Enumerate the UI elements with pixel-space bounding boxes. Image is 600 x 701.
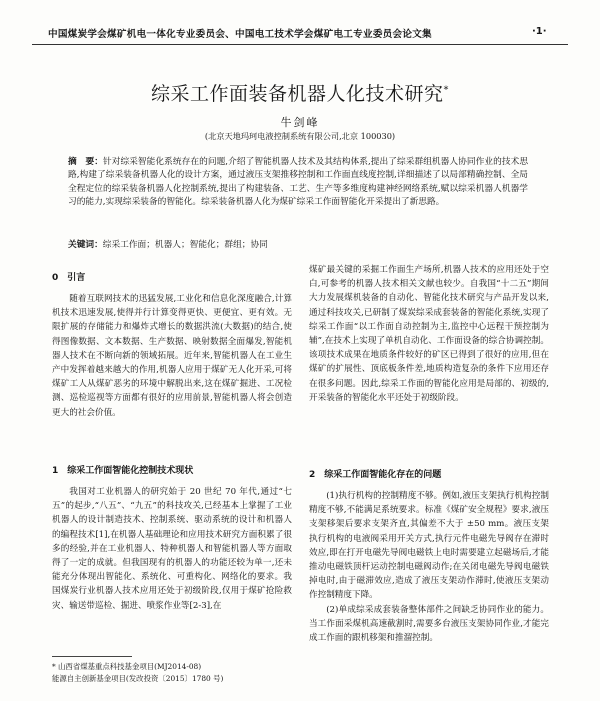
author-affiliation: (北京天地玛珂电液控制系统有限公司,北京 100030) [204,131,396,141]
abstract-text: 针对综采智能化系统存在的问题,介绍了智能机器人技术及其结构体系,提出了综采群组机器人协同作业的技术思路,构建了综采装备机器人化的设计方案，通过液压支架推移控制和工作面直线度控制,详细描述了以局部精确控制、全局全程定位的综采装备机器人化控制系统,提出了构建装备、工艺、生产等多维度构建神经网络系统,赋以综采机器人机器学习的能力,实现综采装备的智能化。综采装备机器人化为煤矿综采工作面智能化开采提出了新思路。 [68,157,529,207]
footnote [52,661,292,685]
section-2-heading: 2 综采工作面智能化存在的问题 [309,470,442,480]
footnote-line-1: * 山西省煤基重点科技基金项目(MJ2014-08) [52,662,202,671]
keywords-text: 综采工作面；机器人；智能化；群组；协同 [102,240,268,250]
keywords-label: 关键词： [68,240,103,250]
section-2-paragraph-1: (1)执行机构的控制精度不够。例如,液压支架执行机构控制精度不够,不能满足系统要求。标准《煤矿安全规程》要求,液压支架移架后要求支架齐直,其偏差不大于 ±50 mm。液压支架执行机构的电液阀采用开关方式,执行元件电磁先导阀存在滞时效应,即在打开电磁先导阀电磁铁上电时需要建立起磁场后,才能推动电磁铁顶杆运动控制电磁阀动作;在关闭电磁先导阀电磁铁掉电时,由于磁滞效应,造成了液压支架动作滞时,使液压支架动作控制精度下降。 [309,491,549,601]
footnote-rule [52,656,132,657]
title-footnote-mark: * [443,84,449,96]
abstract [68,156,528,209]
header-rule [32,44,568,45]
paper-title [0,79,600,106]
author-name: 牛剑峰 [280,116,320,129]
intro-paragraph: 随着互联网技术的迅猛发展,工业化和信息化深度融合,计算机技术迅速发展,使得并行计算变得更快、更便宜、更有效。无限扩展的存储能力和爆炸式增长的数据洪流(大数据)的结合,使得图像数据、文本数据、生产数据、映射数据全面爆发,智能机器人技术在不断向新的领域拓展。近年来,智能机器人在工业生产中发挥着越来越大的作用,机器人应用于煤矿无人化开采,可将煤矿工人从煤矿恶劣的环境中解脱出来,这在煤矿掘进、工况检测、巡检巡视等方面都有很好的应用前景,智能机器人将会创造更大的社会价值。 [52,294,292,418]
running-header: 中国煤炭学会煤矿机电一体化专业委员会、中国电工技术学会煤矿电工专业委员会论文集 [48,29,432,40]
section-2-paragraph-2: (2)单成综采成套装备整体部件之间缺乏协同作业的能力。当工作面采煤机高速截割时,需要多台液压支架协同作业,才能完成工作面的跟机移架和推溜控制。 [309,604,549,644]
keywords [68,238,528,250]
right-column-body [309,263,549,405]
abstract-label: 摘 要： [68,157,103,167]
continued-paragraph: 煤矿最关键的采掘工作面生产场所,机器人技术的应用还处于空白,可参考的机器人技术相关文献也较少。自我国“十二五”期间大力发展煤机装备的自动化、智能化技术研究与产品开发以来,通过科技攻关,已研制了煤炭综采成套装备的智能化系统,实现了综采工作面“以工作面自动控制为主,监控中心远程干预控制为辅”,在技术上实现了单机自动化、工作面设备的综合协调控制。该项技术成果在地质条件较好的矿区已得到了很好的应用,但在煤矿的扩展性、顶底板条件差,地质构造复杂的条件下应用还存在很多问题。因此,综采工作面的智能化应用是局部的、初级的,开采装备的智能化水平还处于初级阶段。 [309,265,549,403]
footnote-line-2: 能源自主创新基金项目(发改投资〔2015〕1780 号) [52,674,224,683]
section-1-paragraph: 我国对工业机器人的研究始于 20 世纪 70 年代,通过“七五”的起步,“八五”、“九五”的科技攻关,已经基本上掌握了工业机器人的设计制造技术、控制系统、驱动系统的设计和机器人的编程技术[1],在机器人基础理论和应用技术研究方面积累了很多的经验,并在工业机器人、特种机器人和智能机器人等方面取得了一定的成就。但我国现有的机器人的功能还较为单一,还未能充分体现出智能化、系统化、可重构化、网络化的要求。我国煤炭行业机器人技术应用还处于初级阶段,仅用于煤矿抢险救灾、输送带巡检、掘进、喷浆作业等[2-3],在 [52,487,292,611]
section-1-heading: 1 综采工作面智能化控制技术现状 [52,466,194,476]
section-1-body [52,485,292,613]
section-2-body [309,489,549,645]
intro-heading: 0 引言 [52,273,86,283]
page-number: ·1· [532,26,547,37]
paper-title-text: 综采工作面装备机器人化技术研究 [150,83,444,105]
intro-body [52,292,292,420]
